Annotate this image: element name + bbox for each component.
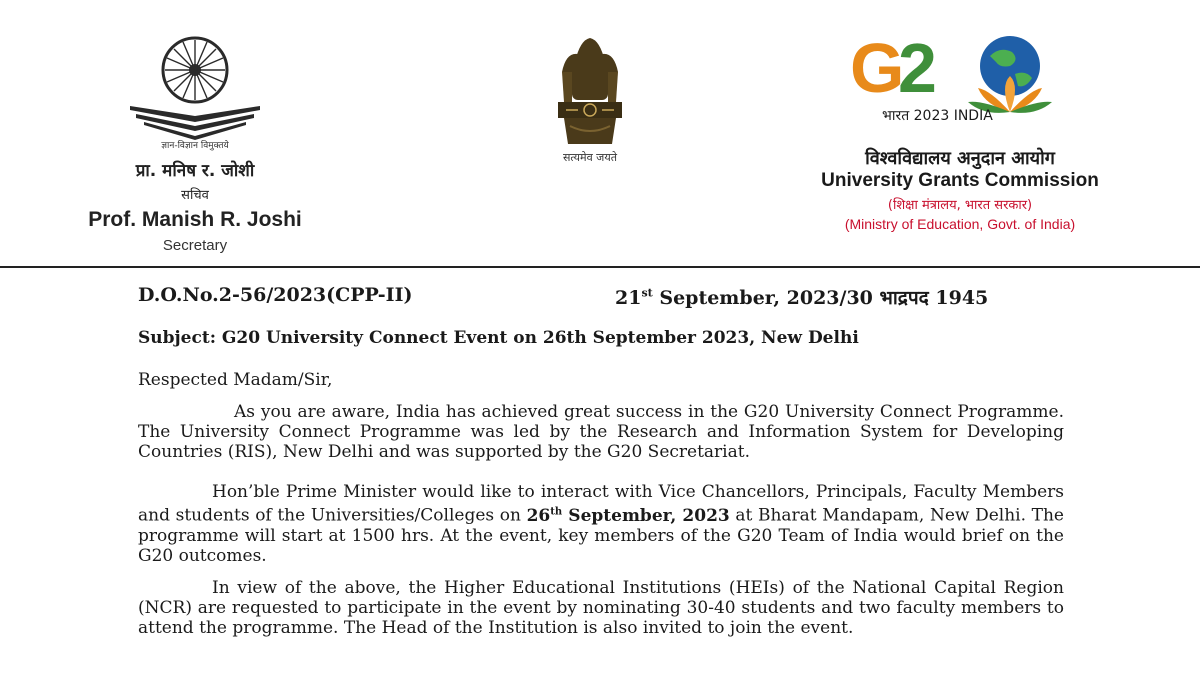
secretary-title-hindi: सचिव xyxy=(181,188,209,203)
ugc-emblem-icon xyxy=(120,30,270,150)
secretary-name: Prof. Manish R. Joshi xyxy=(88,208,302,231)
header-divider xyxy=(0,266,1200,268)
secretary-name-hindi: प्रा. मनिष र. जोशी xyxy=(135,161,255,181)
ministry-name: (Ministry of Education, Govt. of India) xyxy=(844,216,1076,232)
svg-text:2: 2 xyxy=(898,30,937,107)
satyamev-jayate-motto: सत्यमेव जयते xyxy=(562,151,617,164)
ministry-hindi: (शिक्षा मंत्रालय, भारत सरकार) xyxy=(887,198,1033,213)
date-rest: September, 2023/30 भाद्रपद 1945 xyxy=(652,287,989,309)
paragraph-2-start: Hon’ble Prime Minister would like to interact with Vice Chancellors, Principals, Faculty Members and students of the Universities/Colleges on xyxy=(138,482,1064,526)
paragraph-1: As you are aware, India has achieved great success in the G20 University Connect Programme. The University Connect Programme was led by the Research and Information System for Developing Countries (RIS), New Delhi and was supported by the G20 Secretariat. xyxy=(138,402,1064,462)
paragraph-2-end: at Bharat Mandapam, New Delhi. The programme will start at 1500 hrs. At the event, key members of the G20 Team of India would brief on the G20 outcomes. xyxy=(138,505,1064,566)
event-date: 26th September, 2023 xyxy=(526,505,730,526)
letter-date xyxy=(615,284,988,310)
national-emblem-icon xyxy=(540,32,640,150)
salutation: Respected Madam/Sir, xyxy=(138,370,333,390)
paragraph-3: In view of the above, the Higher Educational Institutions (HEIs) of the National Capital Region (NCR) are requested to participate in the event by nominating 30-40 students and two faculty members to attend the programme. The Head of the Institution is also invited to join the event. xyxy=(138,578,1064,638)
ugc-name: University Grants Commission xyxy=(821,170,1099,191)
g20-tagline: भारत 2023 INDIA xyxy=(882,108,993,124)
letter-subject: Subject: G20 University Connect Event on 26th September 2023, New Delhi xyxy=(138,328,859,348)
reference-number: D.O.No.2-56/2023(CPP-II) xyxy=(138,284,413,306)
svg-text:G: G xyxy=(850,30,905,107)
ugc-name-hindi: विश्वविद्यालय अनुदान आयोग xyxy=(865,148,1055,169)
paragraph-2 xyxy=(138,482,1064,566)
date-day: 21 xyxy=(615,287,642,309)
ugc-motto: ज्ञान-विज्ञान विमुक्तये xyxy=(161,141,229,151)
secretary-title: Secretary xyxy=(162,237,228,254)
date-suffix: st xyxy=(641,286,653,300)
